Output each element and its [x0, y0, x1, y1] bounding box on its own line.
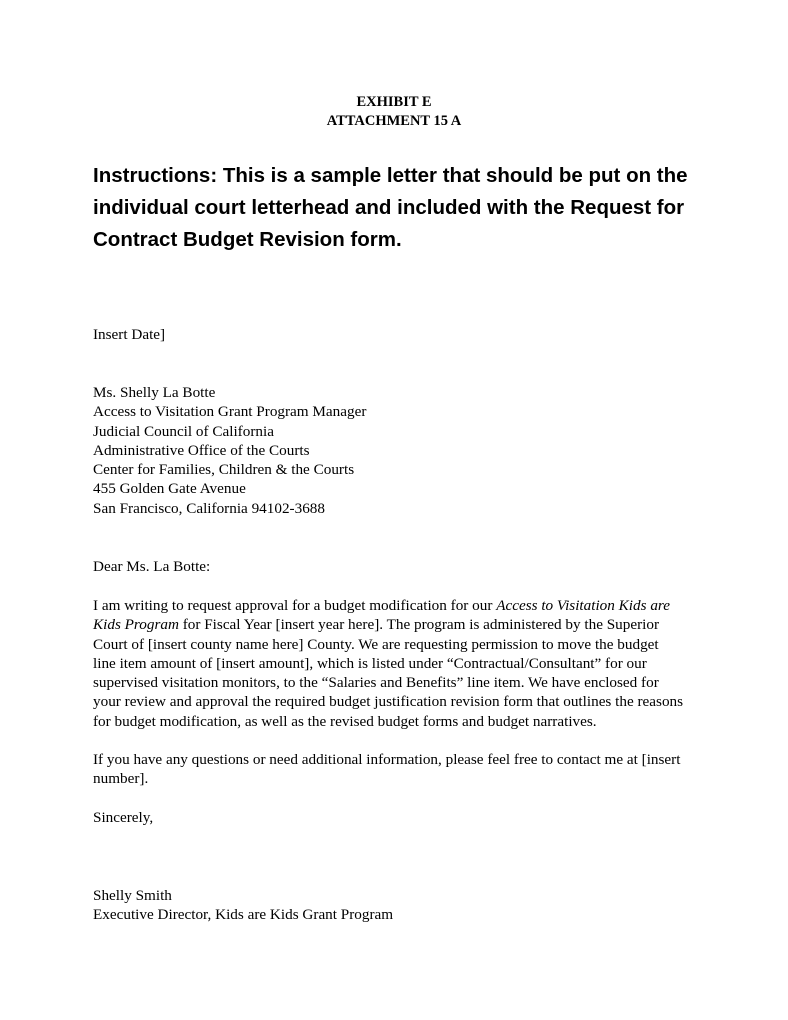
salutation-text: Dear Ms. La Botte: [93, 558, 211, 575]
program-name-italic: Kids Program [93, 616, 179, 634]
date-placeholder: Insert Date] [93, 326, 166, 343]
instructions-line: Instructions: This is a sample letter that should be put on the [93, 164, 688, 187]
paragraph-line: supervised visitation monitors, to the “Salaries and Benefits” line item. We have enclosed for [93, 674, 659, 692]
paragraph-line: number]. [93, 770, 149, 788]
program-name-italic: Access to Visitation Kids are [496, 597, 670, 614]
instructions-line: Contract Budget Revision form. [93, 228, 402, 251]
paragraph-text: I am writing to request approval for a budget modification for our [93, 597, 497, 614]
recipient-address [93, 383, 713, 518]
paragraph-line: your review and approval the required budget justification revision form that outlines the reasons [93, 693, 684, 711]
letter-date [93, 325, 713, 344]
letter-closing [93, 808, 713, 827]
signer-name: Shelly Smith [93, 887, 172, 904]
paragraph-line: Court of [insert county name here] County. We are requesting permission to move the budget [93, 635, 659, 653]
recipient-office: Administrative Office of the Courts [93, 441, 310, 459]
paragraph-line: line item amount of [insert amount], which is listed under “Contractual/Consultant” for our [93, 654, 647, 672]
paragraph-line [93, 596, 713, 615]
recipient-title: Access to Visitation Grant Program Manager [93, 403, 367, 421]
recipient-name: Ms. Shelly La Botte [93, 384, 216, 401]
recipient-organization: Judicial Council of California [93, 422, 274, 440]
paragraph-text: for Fiscal Year [insert year here]. The program is administered by the Superior [178, 616, 660, 634]
instructions-line: individual court letterhead and included with the Request for [93, 196, 685, 219]
paragraph-line [93, 615, 713, 634]
exhibit-heading [0, 93, 788, 131]
attachment-label: ATTACHMENT 15 A [326, 113, 462, 129]
recipient-city: San Francisco, California 94102-3688 [93, 499, 325, 517]
letter-paragraph-contact [93, 750, 713, 789]
recipient-center: Center for Families, Children & the Courts [93, 461, 355, 479]
exhibit-label: EXHIBIT E [356, 94, 432, 110]
signature-block [93, 886, 713, 925]
signer-title: Executive Director, Kids are Kids Grant Program [93, 906, 394, 924]
instructions-note [93, 160, 733, 256]
letter-paragraph-request [93, 596, 713, 731]
recipient-street: 455 Golden Gate Avenue [93, 480, 246, 498]
letter-salutation [93, 557, 713, 576]
paragraph-line: for budget modification, as well as the revised budget forms and budget narratives. [93, 712, 597, 730]
paragraph-line: If you have any questions or need additional information, please feel free to contact me at [insert [93, 751, 681, 768]
closing-text: Sincerely, [93, 809, 154, 826]
